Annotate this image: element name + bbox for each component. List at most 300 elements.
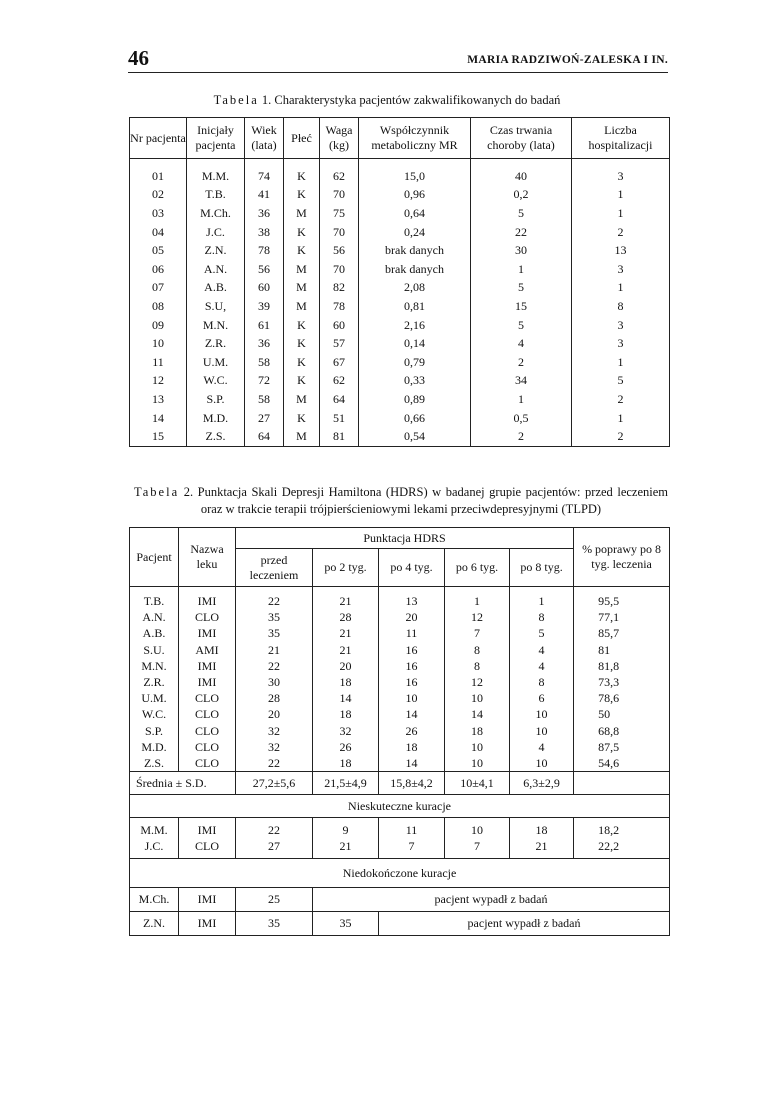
mean-label: Średnia ± S.D. [130,772,236,795]
table-cell: 3 [572,260,670,279]
table-cell: J.C. [187,223,245,242]
table-cell: 18,2 [574,818,670,839]
table-row [130,690,670,706]
table-cell: 64 [245,427,284,446]
table-cell: IMI [179,888,236,912]
dropout-note: pacjent wypadł z badań [313,888,670,912]
table-cell: 1 [572,186,670,205]
table-cell: Z.R. [187,334,245,353]
table-cell: 2,16 [359,316,471,335]
table-cell: 16 [379,642,445,658]
table-cell: 18 [510,818,574,839]
table-cell: 2 [471,427,572,446]
table-cell: 0,54 [359,427,471,446]
table-cell: 22 [236,587,313,610]
table-cell: U.M. [187,353,245,372]
table-cell: 40 [471,159,572,186]
table-cell: M.D. [187,409,245,428]
table-cell: 03 [130,204,187,223]
t1-col-header: Liczba hospitalizacji [572,118,670,159]
table-cell: 36 [245,334,284,353]
table-cell: 10 [379,690,445,706]
table-cell: 56 [320,241,359,260]
table-cell: 06 [130,260,187,279]
table-cell: 73,3 [574,674,670,690]
table-cell: 0,33 [359,372,471,391]
t2-subcol-header: po 8 tyg. [510,549,574,587]
table-cell: 1 [572,279,670,298]
table-cell: W.C. [130,706,179,722]
table-cell: 09 [130,316,187,335]
t1-col-header: Współczynnik metaboliczny MR [359,118,471,159]
table-cell: 5 [471,316,572,335]
table-cell: M.M. [187,159,245,186]
table-cell: K [284,353,320,372]
table-cell: 78 [320,297,359,316]
table-cell: 21 [313,587,379,610]
table-cell: 87,5 [574,739,670,755]
table-cell: 68,8 [574,723,670,739]
table-cell: 20 [379,609,445,625]
table2-caption [134,484,668,518]
table-cell: 4 [510,642,574,658]
table-cell: 5 [572,372,670,391]
table-cell: 21 [313,838,379,859]
table-cell: 78,6 [574,690,670,706]
table-cell: 1 [445,587,510,610]
table-cell: S.U, [187,297,245,316]
table-row [130,888,670,912]
table-cell: brak danych [359,260,471,279]
table-cell: 16 [379,658,445,674]
table-cell: 7 [445,838,510,859]
table-cell: 85,7 [574,625,670,641]
table1-caption [0,93,774,108]
table-cell: M.N. [130,658,179,674]
table-row [130,674,670,690]
table-cell: IMI [179,912,236,936]
table-cell: 0,14 [359,334,471,353]
table-cell: 02 [130,186,187,205]
t1-col-header: Inicjały pacjenta [187,118,245,159]
table-cell: 50 [574,706,670,722]
t1-col-header: Czas trwania choroby (lata) [471,118,572,159]
table-cell: K [284,159,320,186]
table-cell: 3 [572,316,670,335]
mean-empty [574,772,670,795]
table1-caption-text: 1. Charakterystyka pacjentów zakwalifikowanych do badań [261,93,561,107]
table-cell: 18 [445,723,510,739]
table-cell: 14 [313,690,379,706]
table-cell: 18 [313,755,379,772]
table-cell: 74 [245,159,284,186]
table-cell: 21 [236,642,313,658]
table-cell: CLO [179,739,236,755]
table-cell: 18 [313,674,379,690]
table-cell: 04 [130,223,187,242]
table-cell: Z.R. [130,674,179,690]
header-rule [128,72,668,73]
table-row [130,427,670,446]
table-cell: 12 [445,609,510,625]
table-cell: AMI [179,642,236,658]
table-cell: 13 [130,390,187,409]
table-cell: J.C. [130,838,179,859]
table-row [130,390,670,409]
table-cell: 20 [236,706,313,722]
table-cell: 01 [130,159,187,186]
table-row [130,279,670,298]
table-cell: 7 [379,838,445,859]
table-row [130,755,670,772]
table-cell: 11 [379,625,445,641]
table-cell: 0,66 [359,409,471,428]
table-cell: 0,24 [359,223,471,242]
table-cell: 32 [236,739,313,755]
table-cell: M [284,279,320,298]
table-cell: 4 [510,658,574,674]
hdrs-scores-table [129,527,670,936]
table-row [130,334,670,353]
table-cell: IMI [179,658,236,674]
mean-value: 27,2±5,6 [236,772,313,795]
table-cell: 38 [245,223,284,242]
table-cell: 36 [245,204,284,223]
t1-col-header: Nr pacjenta [130,118,187,159]
table-row [130,625,670,641]
mean-row [130,772,670,795]
table-cell: 95,5 [574,587,670,610]
table-cell: 35 [236,912,313,936]
table-cell: IMI [179,674,236,690]
table-cell: 4 [471,334,572,353]
table-cell: 20 [313,658,379,674]
table-cell: 13 [572,241,670,260]
table-cell: 27 [245,409,284,428]
t1-col-header: Płeć [284,118,320,159]
mean-value: 6,3±2,9 [510,772,574,795]
table-cell: 15,0 [359,159,471,186]
table-row [130,316,670,335]
table-cell: 8 [510,609,574,625]
table-row [130,353,670,372]
table-cell: 11 [130,353,187,372]
t2-subcol-header: po 2 tyg. [313,549,379,587]
table-cell: 4 [510,739,574,755]
table-cell: 3 [572,334,670,353]
table-cell: 0,79 [359,353,471,372]
table-cell: 58 [245,390,284,409]
table-cell: 1 [572,204,670,223]
table-cell: 56 [245,260,284,279]
t2-subcol-header: po 4 tyg. [379,549,445,587]
table-cell: 22 [236,818,313,839]
table-cell: CLO [179,690,236,706]
table-cell: 2 [572,390,670,409]
table-cell: 10 [445,755,510,772]
table-row [130,223,670,242]
t1-col-header: Waga (kg) [320,118,359,159]
table-cell: 14 [445,706,510,722]
table-cell: CLO [179,838,236,859]
table-cell: 41 [245,186,284,205]
table-cell: 27 [236,838,313,859]
table-cell: K [284,241,320,260]
table-row [130,723,670,739]
mean-value: 15,8±4,2 [379,772,445,795]
table-cell: 07 [130,279,187,298]
table-cell: IMI [179,587,236,610]
table-cell: 39 [245,297,284,316]
table-cell: M [284,260,320,279]
table-row [130,297,670,316]
table-cell: T.B. [187,186,245,205]
table-cell: 81 [320,427,359,446]
table-row [130,912,670,936]
table-cell: CLO [179,706,236,722]
table-cell: 10 [445,690,510,706]
section-row [130,859,670,888]
table-cell: 26 [379,723,445,739]
table-row [130,409,670,428]
t2-subcol-header: po 6 tyg. [445,549,510,587]
table-cell: M.Ch. [187,204,245,223]
mean-value: 10±4,1 [445,772,510,795]
table-cell: 35 [313,912,379,936]
table-cell: Z.N. [130,912,179,936]
table-cell: S.U. [130,642,179,658]
table-cell: 05 [130,241,187,260]
table-cell: 14 [379,755,445,772]
table-cell: S.P. [130,723,179,739]
table1-label: Tabela [213,93,259,107]
table-cell: M.M. [130,818,179,839]
table-cell: 8 [445,642,510,658]
table-cell: 15 [471,297,572,316]
table-cell: 21 [313,642,379,658]
table-cell: A.N. [130,609,179,625]
table-row [130,186,670,205]
table-cell: 18 [379,739,445,755]
table-cell: 12 [445,674,510,690]
table-cell: 81 [574,642,670,658]
table-cell: 82 [320,279,359,298]
table-cell: 67 [320,353,359,372]
table-cell: 10 [510,755,574,772]
table-cell: 77,1 [574,609,670,625]
table-cell: 22 [236,658,313,674]
table-cell: 30 [471,241,572,260]
table-cell: 34 [471,372,572,391]
table2-label: Tabela [134,485,180,499]
table-row [130,609,670,625]
table-row [130,372,670,391]
table-cell: 25 [236,888,313,912]
table-cell: 7 [445,625,510,641]
table-cell: 12 [130,372,187,391]
table-cell: M.N. [187,316,245,335]
table-row [130,739,670,755]
table-cell: 78 [245,241,284,260]
table-cell: 26 [313,739,379,755]
table-cell: brak danych [359,241,471,260]
table-cell: K [284,372,320,391]
table-cell: 35 [236,625,313,641]
table-cell: S.P. [187,390,245,409]
table-cell: W.C. [187,372,245,391]
table-cell: 10 [445,739,510,755]
table-cell: 1 [572,353,670,372]
table-cell: A.B. [130,625,179,641]
table-cell: 15 [130,427,187,446]
table-cell: K [284,186,320,205]
table-cell: 62 [320,159,359,186]
mean-value: 21,5±4,9 [313,772,379,795]
table-cell: 32 [236,723,313,739]
t2-subcol-header: przed leczeniem [236,549,313,587]
table-cell: 0,89 [359,390,471,409]
table-cell: 57 [320,334,359,353]
col-drug: Nazwa leku [179,528,236,587]
table-cell: IMI [179,818,236,839]
table-cell: 70 [320,186,359,205]
table-cell: 9 [313,818,379,839]
table-cell: 5 [510,625,574,641]
table-cell: 18 [313,706,379,722]
unfinished-title: Niedokończone kuracje [130,859,670,888]
table2-caption-text: 2. Punktacja Skali Depresji Hamiltona (HDRS) w badanej grupie pacjentów: przed leczeniem oraz w trakcie terapii trójpierścieniowymi lekami przeciwdepresyjnymi (TLPD) [183,485,669,516]
table-cell: K [284,316,320,335]
table-cell: 08 [130,297,187,316]
table-cell: CLO [179,609,236,625]
table-cell: 0,81 [359,297,471,316]
table-row [130,587,670,610]
table-cell: IMI [179,625,236,641]
patient-characteristics-table [129,117,670,447]
table-row [130,706,670,722]
table-cell: 54,6 [574,755,670,772]
table-cell: 70 [320,223,359,242]
table-cell: 2 [471,353,572,372]
running-head-authors: MARIA RADZIWOŃ-ZALESKA I IN. [467,54,668,66]
table-cell: 64 [320,390,359,409]
table-row [130,642,670,658]
table-cell: 10 [130,334,187,353]
table-cell: 72 [245,372,284,391]
table-cell: 1 [510,587,574,610]
table-cell: M [284,427,320,446]
table-cell: 14 [379,706,445,722]
table-cell: K [284,223,320,242]
table-cell: 21 [313,625,379,641]
table-cell: U.M. [130,690,179,706]
table-row [130,658,670,674]
table-cell: 0,96 [359,186,471,205]
table-cell: 28 [313,609,379,625]
table-cell: K [284,409,320,428]
table-cell: 22,2 [574,838,670,859]
table-cell: 32 [313,723,379,739]
table-cell: 5 [471,279,572,298]
table-cell: 10 [510,723,574,739]
table-cell: 8 [445,658,510,674]
table-cell: 75 [320,204,359,223]
table-cell: 2 [572,223,670,242]
table-cell: 22 [471,223,572,242]
col-patient: Pacjent [130,528,179,587]
table-cell: 8 [572,297,670,316]
table-cell: 28 [236,690,313,706]
table-cell: 14 [130,409,187,428]
table-cell: 60 [245,279,284,298]
table-cell: M.Ch. [130,888,179,912]
col-improvement: % poprawy po 8 tyg. leczenia [574,528,670,587]
table-cell: 0,5 [471,409,572,428]
page-number: 46 [128,46,149,70]
table-cell: Z.N. [187,241,245,260]
table-row [130,241,670,260]
table-cell: 62 [320,372,359,391]
table-cell: 1 [572,409,670,428]
table-cell: 10 [445,818,510,839]
table-cell: 51 [320,409,359,428]
table-cell: K [284,334,320,353]
table-row [130,260,670,279]
table-cell: 22 [236,755,313,772]
table-cell: Z.S. [130,755,179,772]
table-cell: 1 [471,260,572,279]
table-cell: A.B. [187,279,245,298]
table-cell: 58 [245,353,284,372]
table-cell: 61 [245,316,284,335]
table-cell: Z.S. [187,427,245,446]
table-cell: 21 [510,838,574,859]
table-cell: 8 [510,674,574,690]
table-cell: 35 [236,609,313,625]
table-cell: 16 [379,674,445,690]
table-cell: 1 [471,390,572,409]
table-cell: 60 [320,316,359,335]
table-cell: 3 [572,159,670,186]
section-row [130,795,670,818]
table-cell: 81,8 [574,658,670,674]
table-cell: CLO [179,755,236,772]
table-cell: M.D. [130,739,179,755]
t1-col-header: Wiek (lata) [245,118,284,159]
ineffective-title: Nieskuteczne kuracje [130,795,670,818]
table-cell: M [284,390,320,409]
table-cell: T.B. [130,587,179,610]
table-cell: 0,2 [471,186,572,205]
table-cell: 2,08 [359,279,471,298]
table-cell: 2 [572,427,670,446]
table-cell: 30 [236,674,313,690]
table-cell: 6 [510,690,574,706]
table-cell: M [284,204,320,223]
table-row [130,838,670,859]
col-hdrs-group: Punktacja HDRS [236,528,574,549]
table-cell: 11 [379,818,445,839]
table-row [130,204,670,223]
dropout-note: pacjent wypadł z badań [379,912,670,936]
table-cell: 10 [510,706,574,722]
table-cell: CLO [179,723,236,739]
table-cell: A.N. [187,260,245,279]
table-cell: 0,64 [359,204,471,223]
table-cell: M [284,297,320,316]
table-row [130,159,670,186]
table-cell: 13 [379,587,445,610]
